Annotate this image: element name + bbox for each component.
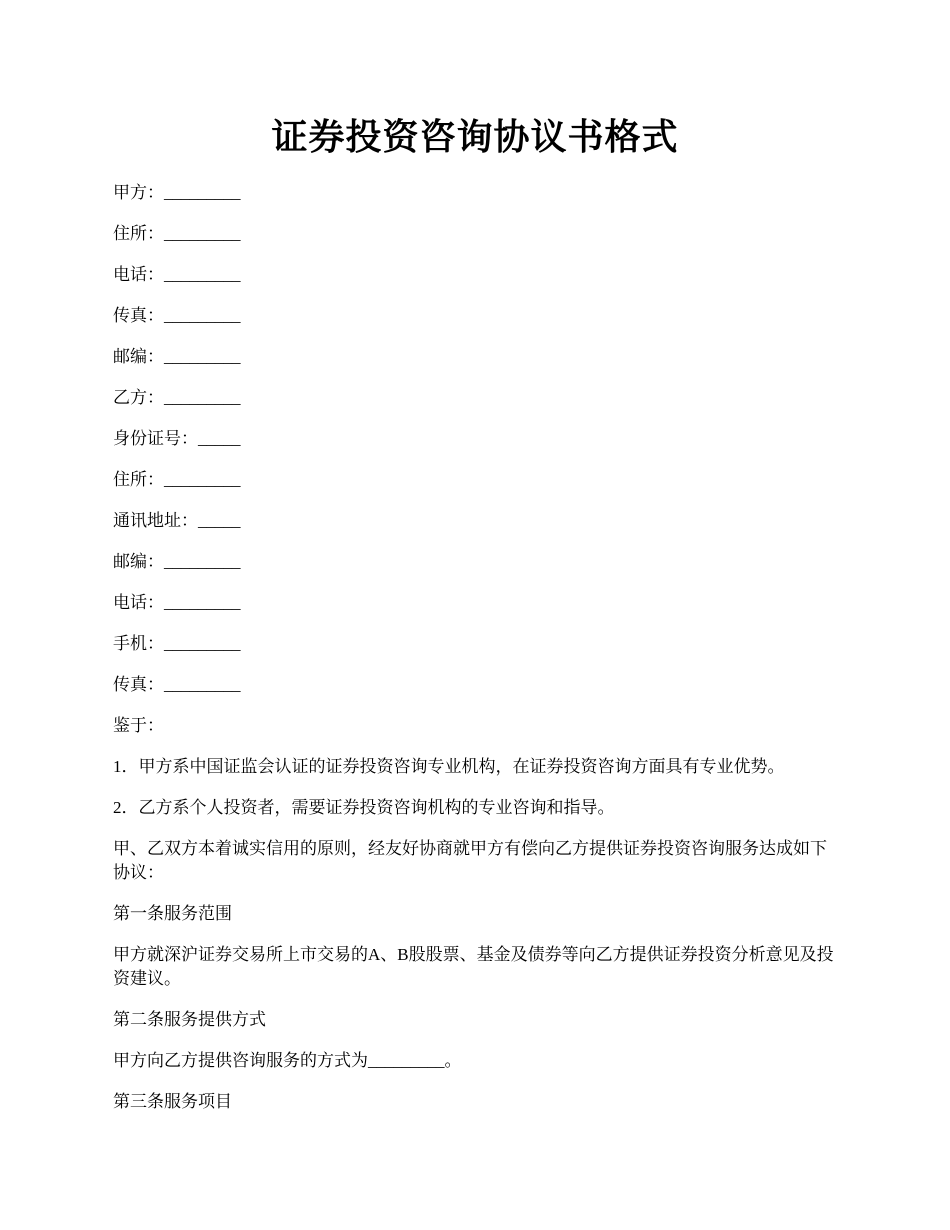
article-1-text: 甲方就深沪证券交易所上市交易的A、B股股票、基金及债券等向乙方提供证券投资分析意见及投资建议。 (113, 945, 834, 988)
article-2-heading: 第二条服务提供方式 (113, 1010, 266, 1029)
document-body (113, 181, 843, 1131)
field-party-b-mobile: 手机：_________ (113, 634, 241, 653)
field-party-a-fax: 传真：_________ (113, 306, 241, 325)
field-party-b-fax: 传真：_________ (113, 675, 241, 694)
field-party-a-address: 住所：_________ (113, 224, 241, 243)
field-party-b-address: 住所：_________ (113, 470, 241, 489)
document-title: 证券投资咨询协议书格式 (271, 117, 679, 157)
article-1-heading: 第一条服务范围 (113, 904, 232, 923)
field-party-b-mailing-address: 通讯地址：_____ (113, 511, 241, 530)
field-party-b-id-number: 身份证号：_____ (113, 429, 241, 448)
recital-heading: 鉴于： (113, 716, 164, 735)
field-party-b-phone: 电话：_________ (113, 593, 241, 612)
agreement-preamble: 甲、乙双方本着诚实信用的原则，经友好协商就甲方有偿向乙方提供证券投资咨询服务达成如下协议： (113, 839, 827, 882)
recital-item-2: 2．乙方系个人投资者，需要证券投资咨询机构的专业咨询和指导。 (113, 798, 615, 817)
field-party-a-postcode: 邮编：_________ (113, 347, 241, 366)
field-party-a: 甲方：_________ (113, 183, 241, 202)
field-party-b: 乙方：_________ (113, 388, 241, 407)
article-3-heading: 第三条服务项目 (113, 1092, 232, 1111)
field-party-b-postcode: 邮编：_________ (113, 552, 241, 571)
article-2-text: 甲方向乙方提供咨询服务的方式为_________。 (113, 1051, 462, 1070)
recital-item-1: 1．甲方系中国证监会认证的证券投资咨询专业机构，在证券投资咨询方面具有专业优势。 (113, 757, 785, 776)
field-party-a-phone: 电话：_________ (113, 265, 241, 284)
